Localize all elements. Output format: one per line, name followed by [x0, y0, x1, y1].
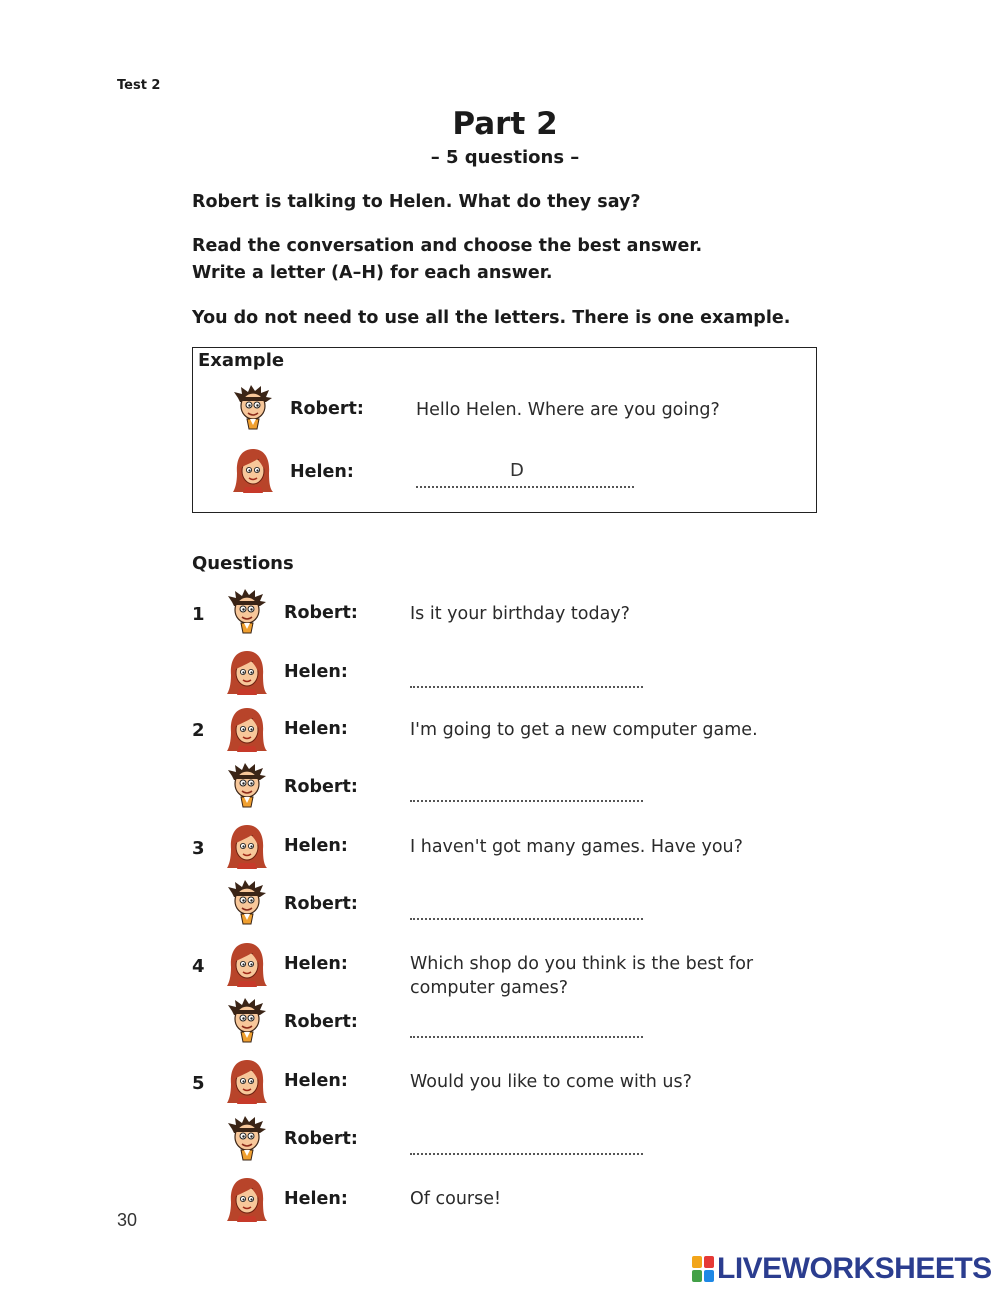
girl-face-icon	[226, 941, 268, 987]
answer-line-2[interactable]	[410, 792, 643, 802]
question-line-cont: computer games?	[410, 978, 569, 998]
instruction-write: Write a letter (A–H) for each answer.	[192, 263, 553, 283]
example-answer-line	[416, 478, 634, 488]
closing-speaker: Helen:	[284, 1189, 348, 1209]
girl-face-icon	[226, 823, 268, 869]
boy-face-icon	[226, 997, 268, 1043]
brand-name: LIVEWORKSHEETS	[717, 1252, 992, 1285]
example-line: Hello Helen. Where are you going?	[416, 400, 720, 420]
boy-face-icon	[226, 1115, 268, 1161]
girl-face-icon	[226, 1058, 268, 1104]
question-speaker: Helen:	[284, 719, 348, 739]
answer-line-4[interactable]	[410, 1028, 643, 1038]
example-answer: D	[510, 460, 524, 481]
boy-face-icon	[232, 384, 274, 430]
question-number: 3	[192, 838, 205, 859]
example-speaker-robert: Robert:	[290, 399, 364, 419]
question-speaker: Helen:	[284, 1071, 348, 1091]
boy-face-icon	[226, 879, 268, 925]
example-box	[192, 347, 817, 513]
instruction-read: Read the conversation and choose the best answer.	[192, 236, 703, 256]
example-title: Example	[198, 350, 285, 371]
closing-line: Of course!	[410, 1189, 502, 1209]
girl-face-icon	[226, 706, 268, 752]
answer-speaker: Robert:	[284, 777, 358, 797]
answer-speaker: Robert:	[284, 894, 358, 914]
boy-face-icon	[226, 588, 268, 634]
answer-speaker: Helen:	[284, 662, 348, 682]
part-subtitle: – 5 questions –	[430, 147, 580, 168]
part-title: Part 2	[452, 106, 558, 142]
question-speaker: Helen:	[284, 836, 348, 856]
question-number: 2	[192, 720, 205, 741]
girl-face-icon	[226, 1176, 268, 1222]
answer-line-3[interactable]	[410, 910, 643, 920]
answer-speaker: Robert:	[284, 1012, 358, 1032]
girl-face-icon	[226, 649, 268, 695]
question-speaker: Robert:	[284, 603, 358, 623]
question-line: Would you like to come with us?	[410, 1072, 692, 1092]
boy-face-icon	[226, 762, 268, 808]
question-line: Is it your birthday today?	[410, 604, 630, 624]
answer-speaker: Robert:	[284, 1129, 358, 1149]
questions-title: Questions	[192, 553, 294, 574]
question-line: I haven't got many games. Have you?	[410, 837, 743, 857]
answer-line-5[interactable]	[410, 1145, 643, 1155]
logo-blocks-icon	[692, 1256, 714, 1282]
instruction-intro: Robert is talking to Helen. What do they say?	[192, 192, 641, 212]
question-line: Which shop do you think is the best for	[410, 954, 754, 974]
question-number: 5	[192, 1073, 205, 1094]
instruction-letters: You do not need to use all the letters. There is one example.	[192, 308, 791, 328]
question-speaker: Helen:	[284, 954, 348, 974]
liveworksheets-logo[interactable]	[692, 1253, 992, 1285]
question-line: I'm going to get a new computer game.	[410, 720, 758, 740]
page-number: 30	[117, 1210, 138, 1230]
test-label: Test 2	[117, 78, 161, 93]
example-speaker-helen: Helen:	[290, 462, 354, 482]
question-number: 4	[192, 956, 205, 977]
girl-face-icon	[232, 447, 274, 493]
question-number: 1	[192, 604, 205, 625]
answer-line-1[interactable]	[410, 678, 643, 688]
